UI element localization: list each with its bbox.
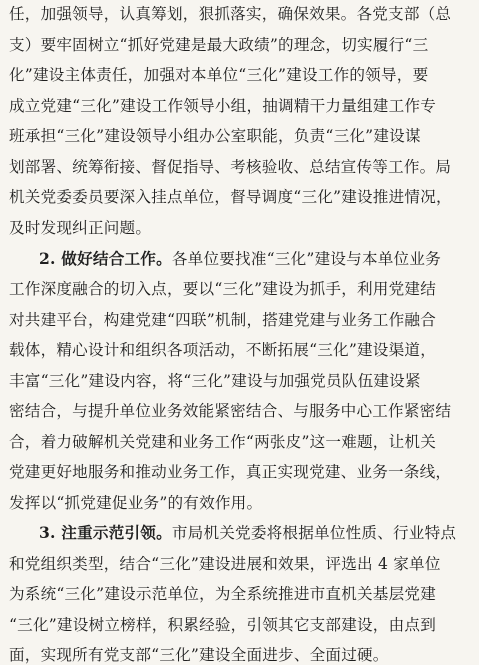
text-line: 合，着力破解机关党建和业务工作“两张皮”这一难题，让机关 [9,433,436,451]
text-line: 工作深度融合的切入点，要以“三化”建设为抓手，利用党建结 [9,280,436,298]
section-heading: 2. 做好结合工作。 [39,249,172,268]
text-line: 对共建平台，构建党建“四联”机制，搭建党建与业务工作融合 [9,311,436,329]
text-line [39,523,456,543]
text-line: 丰富“三化”建设内容，将“三化”建设与加强党员队伍建设紧 [9,372,421,390]
paragraph-text: 各单位要找准“三化”建设与本单位业务 [171,250,441,268]
text-line: 化”建设主体责任，加强对本单位“三化”建设工作的领导，要 [9,66,429,84]
text-line: 班承担“三化”建设领导小组办公室职能，负责“三化”建设谋 [9,127,421,145]
text-line: “三化”建设树立榜样，积累经验，引领其它支部建设，由点到 [9,616,436,634]
text-line: 载体，精心设计和组织各项活动，不断拓展“三化”建设渠道， [9,341,436,359]
text-line: 及时发现纠正问题。 [9,219,152,237]
text-line: 和党组织类型，结合“三化”建设进展和效果，评选出 4 家单位 [9,555,441,573]
text-line: 机关党委委员要深入挂点单位，督导调度“三化”建设推进情况， [9,188,452,206]
text-line: 任，加强领导，认真筹划，狠抓落实，确保效果。各党支部（总 [9,5,452,23]
text-line: 成立党建“三化”建设工作领导小组，抽调精干力量组建工作专 [9,97,436,115]
text-line: 支）要牢固树立“抓好党建是最大政绩”的理念，切实履行“三 [9,36,429,54]
text-line: 为系统“三化”建设示范单位，为全系统推进市直机关基层党建 [9,585,436,603]
section-heading: 3. 注重示范引领。 [39,523,172,542]
paragraph-text: 市局机关党委将根据单位性质、行业特点 [171,524,457,542]
text-line: 发挥以“抓党建促业务”的有效作用。 [9,494,263,512]
text-line [39,249,441,269]
text-line: 划部署、统筹衔接、督促指导、考核验收、总结宣传等工作。局 [9,158,452,176]
text-line: 密结合，与提升单位业务效能紧密结合、与服务中心工作紧密结 [9,402,452,420]
text-line: 党建更好地服务和推动业务工作，真正实现党建、业务一条线， [9,463,452,481]
text-line: 面，实现所有党支部“三化”建设全面进步、全面过硬。 [9,646,389,664]
